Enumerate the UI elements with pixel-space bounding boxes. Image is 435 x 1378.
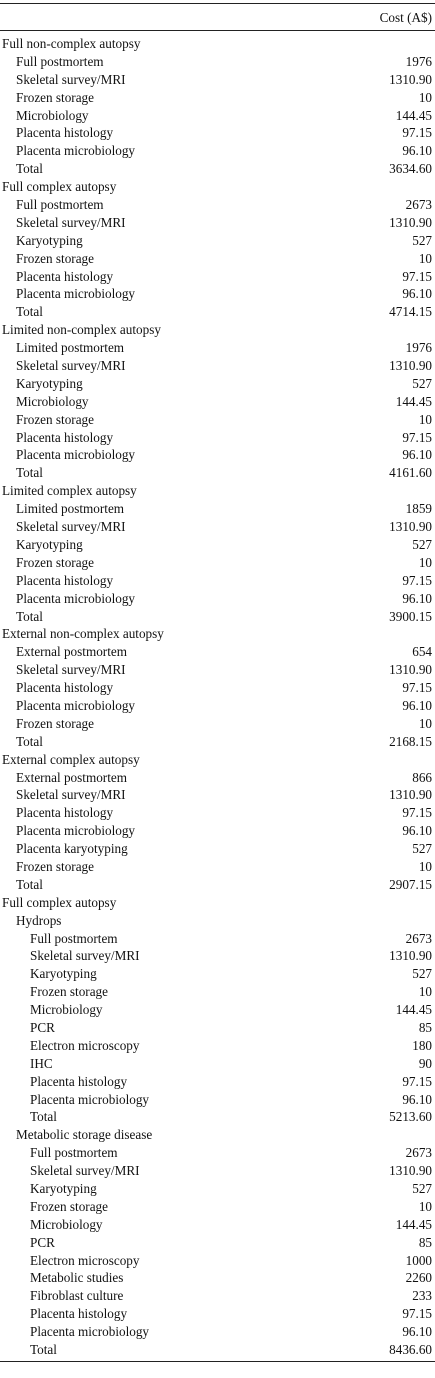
table-row: [0, 965, 435, 983]
table-row: [0, 500, 435, 518]
section-row: [0, 751, 435, 769]
row-label: Total: [30, 1342, 57, 1358]
row-label: Placenta microbiology: [16, 286, 136, 302]
table-row: [0, 1180, 435, 1198]
table-row: [0, 983, 435, 1001]
row-cost: 527: [412, 966, 432, 982]
table-row: [0, 375, 435, 393]
row-cost: 144.45: [395, 1002, 432, 1018]
row-label: Placenta histology: [16, 680, 114, 696]
table-body: [0, 35, 435, 1359]
row-cost: 654: [412, 644, 432, 660]
row-cost: 96.10: [402, 823, 432, 839]
row-label: Full complex autopsy: [2, 179, 117, 195]
table-row: [0, 464, 435, 482]
table-row: [0, 1091, 435, 1109]
row-cost: 2907.15: [389, 876, 432, 892]
row-label: Frozen storage: [16, 250, 94, 266]
table-row: [0, 429, 435, 447]
row-cost: 90: [418, 1055, 432, 1071]
row-cost: 10: [418, 89, 432, 105]
table-row: [0, 214, 435, 232]
table-row: [0, 411, 435, 429]
cost-table: [0, 3, 435, 1362]
row-label: Total: [16, 733, 43, 749]
table-row: [0, 590, 435, 608]
table-row: [0, 446, 435, 464]
table-row: [0, 518, 435, 536]
row-label: Frozen storage: [16, 89, 94, 105]
row-label: Placenta histology: [16, 268, 114, 284]
table-row: [0, 804, 435, 822]
row-cost: 97.15: [402, 1073, 432, 1089]
table-row: [0, 608, 435, 626]
row-cost: 1976: [405, 53, 432, 69]
table-row: [0, 822, 435, 840]
row-cost: 97.15: [402, 572, 432, 588]
row-label: Placenta microbiology: [16, 143, 136, 159]
row-cost: 96.10: [402, 286, 432, 302]
row-cost: 527: [412, 375, 432, 391]
row-label: Skeletal survey/MRI: [30, 948, 140, 964]
row-cost: 527: [412, 232, 432, 248]
row-label: Skeletal survey/MRI: [16, 519, 126, 535]
row-label: External postmortem: [16, 644, 127, 660]
row-label: Full postmortem: [30, 930, 118, 946]
row-cost: 2673: [405, 197, 432, 213]
row-label: Placenta karyotyping: [16, 841, 128, 857]
subsection-row: [0, 1126, 435, 1144]
column-header-cost: Cost (A$): [379, 10, 432, 25]
table-row: [0, 1234, 435, 1252]
table-row: [0, 160, 435, 178]
row-label: Frozen storage: [16, 858, 94, 874]
row-cost: 1310.90: [389, 787, 432, 803]
row-label: External postmortem: [16, 769, 127, 785]
table-header-row: [0, 6, 435, 30]
table-row: [0, 1001, 435, 1019]
top-rule: [0, 3, 435, 4]
row-label: Total: [30, 1109, 57, 1125]
section-row: [0, 321, 435, 339]
table-row: [0, 393, 435, 411]
row-cost: 10: [418, 858, 432, 874]
row-cost: 85: [418, 1019, 432, 1035]
table-row: [0, 858, 435, 876]
row-cost: 10: [418, 1198, 432, 1214]
table-row: [0, 536, 435, 554]
row-cost: 96.10: [402, 590, 432, 606]
row-label: Frozen storage: [30, 984, 108, 1000]
row-cost: 10: [418, 250, 432, 266]
table-row: [0, 196, 435, 214]
row-label: Placenta histology: [16, 805, 114, 821]
row-cost: 96.10: [402, 143, 432, 159]
table-row: [0, 1252, 435, 1270]
table-row: [0, 1305, 435, 1323]
row-cost: 3900.15: [389, 608, 432, 624]
section-row: [0, 894, 435, 912]
table-row: [0, 89, 435, 107]
row-label: Skeletal survey/MRI: [30, 1163, 140, 1179]
row-label: Hydrops: [16, 912, 62, 928]
row-label: Placenta microbiology: [30, 1324, 150, 1340]
row-label: Microbiology: [16, 107, 89, 123]
table-row: [0, 1341, 435, 1359]
row-cost: 85: [418, 1234, 432, 1250]
bottom-rule: [0, 1361, 435, 1362]
table-row: [0, 268, 435, 286]
row-label: Microbiology: [30, 1002, 103, 1018]
row-label: Skeletal survey/MRI: [16, 662, 126, 678]
row-label: Fibroblast culture: [30, 1288, 124, 1304]
row-label: Full postmortem: [16, 197, 104, 213]
table-row: [0, 142, 435, 160]
row-cost: 527: [412, 841, 432, 857]
row-label: Karyotyping: [16, 375, 83, 391]
row-cost: 2673: [405, 930, 432, 946]
row-label: Placenta microbiology: [16, 697, 136, 713]
table-row: [0, 1287, 435, 1305]
row-cost: 1000: [405, 1252, 432, 1268]
row-cost: 97.15: [402, 680, 432, 696]
row-label: PCR: [30, 1234, 55, 1250]
row-label: Placenta histology: [30, 1306, 128, 1322]
row-cost: 8436.60: [389, 1342, 432, 1358]
row-label: Frozen storage: [30, 1198, 108, 1214]
row-label: IHC: [30, 1055, 53, 1071]
table-row: [0, 1269, 435, 1287]
row-cost: 96.10: [402, 1091, 432, 1107]
row-cost: 97.15: [402, 429, 432, 445]
row-label: Karyotyping: [16, 232, 83, 248]
row-cost: 1310.90: [389, 214, 432, 230]
table-row: [0, 876, 435, 894]
table-row: [0, 232, 435, 250]
table-row: [0, 697, 435, 715]
table-row: [0, 124, 435, 142]
table-row: [0, 1216, 435, 1234]
row-label: Full postmortem: [16, 53, 104, 69]
row-label: Karyotyping: [30, 1181, 97, 1196]
row-cost: 866: [412, 769, 432, 785]
row-cost: 527: [412, 1181, 432, 1196]
table-row: [0, 679, 435, 697]
section-row: [0, 625, 435, 643]
row-label: Total: [16, 608, 43, 624]
table-row: [0, 1323, 435, 1341]
row-label: Frozen storage: [16, 411, 94, 427]
row-cost: 144.45: [395, 393, 432, 409]
table-row: [0, 357, 435, 375]
row-label: External non-complex autopsy: [2, 626, 164, 642]
table-row: [0, 1198, 435, 1216]
row-label: Placenta microbiology: [16, 590, 136, 606]
table-row: [0, 733, 435, 751]
row-label: Electron microscopy: [30, 1037, 140, 1053]
row-label: Full complex autopsy: [2, 894, 117, 910]
row-label: Skeletal survey/MRI: [16, 787, 126, 803]
row-cost: 5213.60: [389, 1109, 432, 1125]
table-row: [0, 769, 435, 787]
row-cost: 10: [418, 554, 432, 570]
row-label: Total: [16, 304, 43, 320]
table-row: [0, 1055, 435, 1073]
row-cost: 2168.15: [389, 733, 432, 749]
row-label: Skeletal survey/MRI: [16, 214, 126, 230]
row-cost: 4161.60: [389, 465, 432, 481]
row-cost: 97.15: [402, 268, 432, 284]
table-row: [0, 554, 435, 572]
row-cost: 1310.90: [389, 71, 432, 87]
row-label: Frozen storage: [16, 715, 94, 731]
table-row: [0, 339, 435, 357]
table-row: [0, 1108, 435, 1126]
row-label: Skeletal survey/MRI: [16, 71, 126, 87]
table-row: [0, 786, 435, 804]
row-cost: 10: [418, 411, 432, 427]
row-label: External complex autopsy: [2, 751, 140, 767]
row-label: Limited complex autopsy: [2, 483, 137, 499]
table-row: [0, 1037, 435, 1055]
table-row: [0, 1162, 435, 1180]
row-label: Karyotyping: [16, 536, 83, 552]
table-row: [0, 930, 435, 948]
row-cost: 2673: [405, 1145, 432, 1161]
row-cost: 10: [418, 715, 432, 731]
row-label: Placenta histology: [16, 125, 114, 141]
row-label: Limited postmortem: [16, 501, 125, 517]
row-label: Total: [16, 876, 43, 892]
section-row: [0, 35, 435, 53]
row-label: Microbiology: [16, 393, 89, 409]
row-cost: 96.10: [402, 447, 432, 463]
row-cost: 180: [412, 1037, 432, 1053]
row-cost: 1859: [405, 501, 432, 517]
table-row: [0, 71, 435, 89]
table-row: [0, 285, 435, 303]
row-label: PCR: [30, 1019, 55, 1035]
row-label: Electron microscopy: [30, 1252, 140, 1268]
row-cost: 2260: [405, 1270, 432, 1286]
section-row: [0, 482, 435, 500]
table-row: [0, 572, 435, 590]
row-label: Full postmortem: [30, 1145, 118, 1161]
row-cost: 1310.90: [389, 519, 432, 535]
row-label: Placenta histology: [16, 429, 114, 445]
row-cost: 144.45: [395, 1216, 432, 1232]
row-cost: 1976: [405, 340, 432, 356]
row-cost: 1310.90: [389, 358, 432, 374]
row-cost: 97.15: [402, 1306, 432, 1322]
row-label: Placenta microbiology: [30, 1091, 150, 1107]
row-cost: 97.15: [402, 805, 432, 821]
table-row: [0, 661, 435, 679]
section-row: [0, 178, 435, 196]
row-label: Total: [16, 161, 43, 177]
subsection-row: [0, 912, 435, 930]
row-cost: 1310.90: [389, 1163, 432, 1179]
row-cost: 96.10: [402, 697, 432, 713]
row-label: Karyotyping: [30, 966, 97, 982]
row-cost: 527: [412, 536, 432, 552]
row-cost: 1310.90: [389, 948, 432, 964]
row-label: Placenta histology: [16, 572, 114, 588]
table-row: [0, 643, 435, 661]
row-label: Frozen storage: [16, 554, 94, 570]
row-label: Skeletal survey/MRI: [16, 358, 126, 374]
row-cost: 144.45: [395, 107, 432, 123]
table-row: [0, 53, 435, 71]
row-label: Metabolic studies: [30, 1270, 124, 1286]
row-label: Full non-complex autopsy: [2, 36, 141, 51]
row-cost: 4714.15: [389, 304, 432, 320]
row-label: Limited non-complex autopsy: [2, 322, 161, 338]
table-row: [0, 947, 435, 965]
table-row: [0, 715, 435, 733]
row-label: Total: [16, 465, 43, 481]
row-label: Placenta microbiology: [16, 447, 136, 463]
row-label: Metabolic storage disease: [16, 1127, 153, 1143]
table-row: [0, 250, 435, 268]
row-cost: 233: [412, 1288, 432, 1304]
table-row: [0, 1019, 435, 1037]
table-row: [0, 107, 435, 125]
table-row: [0, 840, 435, 858]
row-cost: 10: [418, 984, 432, 1000]
row-label: Placenta microbiology: [16, 823, 136, 839]
row-label: Placenta histology: [30, 1073, 128, 1089]
row-cost: 1310.90: [389, 662, 432, 678]
row-cost: 96.10: [402, 1324, 432, 1340]
row-label: Microbiology: [30, 1216, 103, 1232]
row-cost: 3634.60: [389, 161, 432, 177]
table-row: [0, 1073, 435, 1091]
table-row: [0, 1144, 435, 1162]
row-label: Limited postmortem: [16, 340, 125, 356]
header-rule: [0, 30, 435, 31]
table-row: [0, 303, 435, 321]
row-cost: 97.15: [402, 125, 432, 141]
